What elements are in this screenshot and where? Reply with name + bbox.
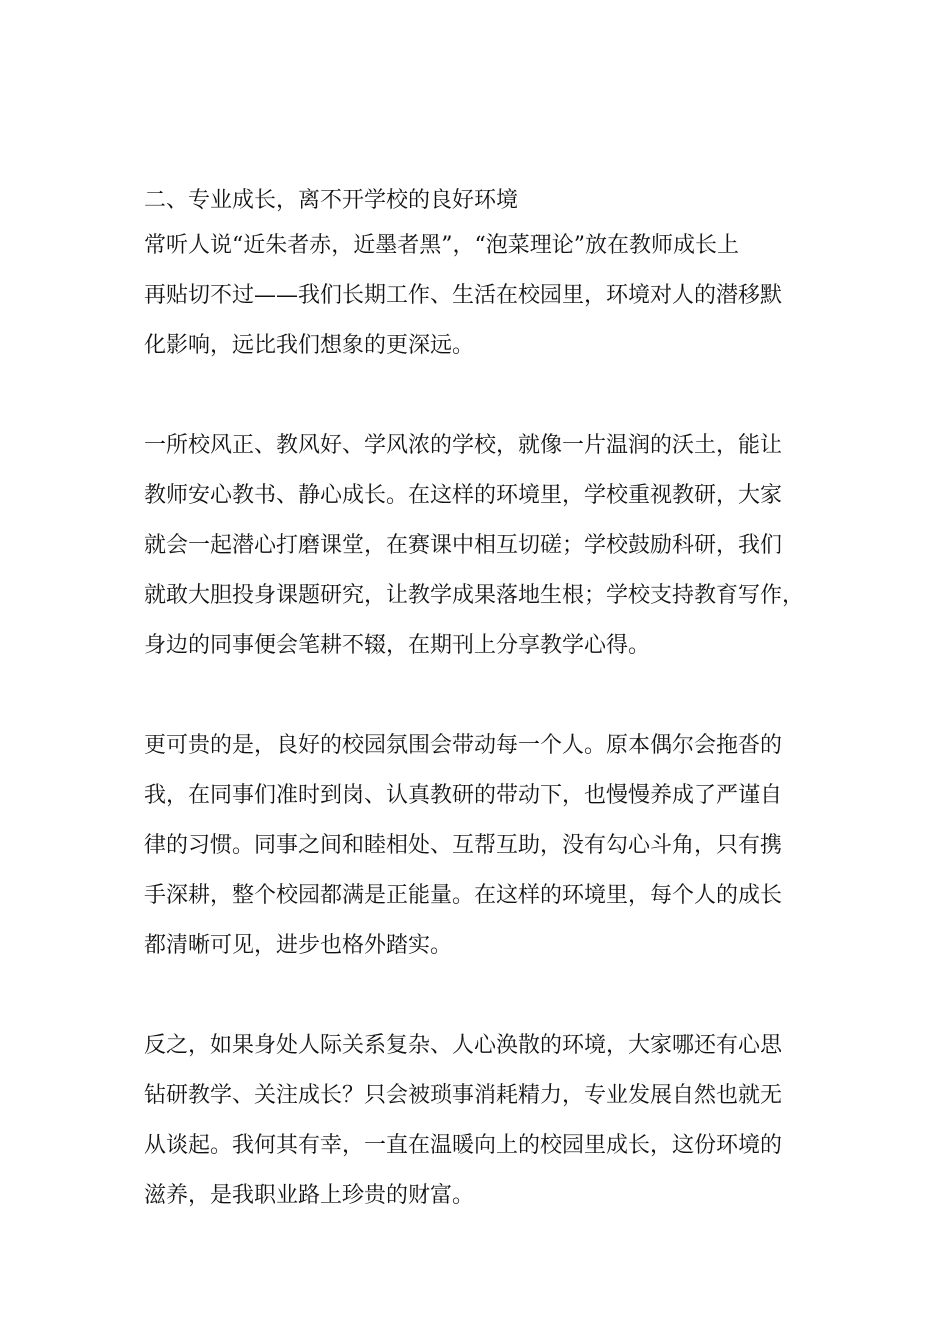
- document-body: [144, 181, 824, 1221]
- paragraph-spacer: [144, 671, 824, 721]
- paragraph-line: 滋养，是我职业路上珍贵的财富。: [144, 1183, 475, 1208]
- paragraph-line: 律的习惯。同事之间和睦相处、互帮互助，没有勾心斗角，只有携: [144, 833, 783, 858]
- paragraph-line: 都清晰可见，进步也格外踏实。: [144, 933, 453, 958]
- paragraph-line: 再贴切不过——我们长期工作、生活在校园里，环境对人的潜移默: [144, 283, 783, 308]
- paragraph-1: [144, 221, 824, 371]
- paragraph-line: 就敢大胆投身课题研究，让教学成果落地生根；学校支持教育写作，: [144, 583, 805, 608]
- paragraph-spacer: [144, 971, 824, 1021]
- paragraph-4: [144, 1021, 824, 1221]
- paragraph-spacer: [144, 371, 824, 421]
- paragraph-line: 更可贵的是，良好的校园氛围会带动每一个人。原本偶尔会拖沓的: [144, 733, 783, 758]
- paragraph-line: 从谈起。我何其有幸，一直在温暖向上的校园里成长，这份环境的: [144, 1133, 783, 1158]
- paragraph-line: 常听人说“近朱者赤，近墨者黑”，“泡菜理论”放在教师成长上: [144, 233, 739, 258]
- paragraph-2: [144, 421, 824, 671]
- paragraph-line: 身边的同事便会笔耕不辍，在期刊上分享教学心得。: [144, 633, 651, 658]
- paragraph-line: 钻研教学、关注成长？只会被琐事消耗精力，专业发展自然也就无: [144, 1083, 783, 1108]
- paragraph-line: 一所校风正、教风好、学风浓的学校，就像一片温润的沃土，能让: [144, 433, 783, 458]
- paragraph-line: 反之，如果身处人际关系复杂、人心涣散的环境，大家哪还有心思: [144, 1033, 783, 1058]
- section-heading: 二、专业成长，离不开学校的良好环境: [144, 188, 519, 213]
- paragraph-line: 化影响，远比我们想象的更深远。: [144, 333, 475, 358]
- paragraph-line: 就会一起潜心打磨课堂，在赛课中相互切磋；学校鼓励科研，我们: [144, 533, 783, 558]
- paragraph-line: 我，在同事们准时到岗、认真教研的带动下，也慢慢养成了严谨自: [144, 783, 783, 808]
- paragraph-line: 教师安心教书、静心成长。在这样的环境里，学校重视教研，大家: [144, 483, 783, 508]
- paragraph-line: 手深耕，整个校园都满是正能量。在这样的环境里，每个人的成长: [144, 883, 783, 908]
- paragraph-3: [144, 721, 824, 971]
